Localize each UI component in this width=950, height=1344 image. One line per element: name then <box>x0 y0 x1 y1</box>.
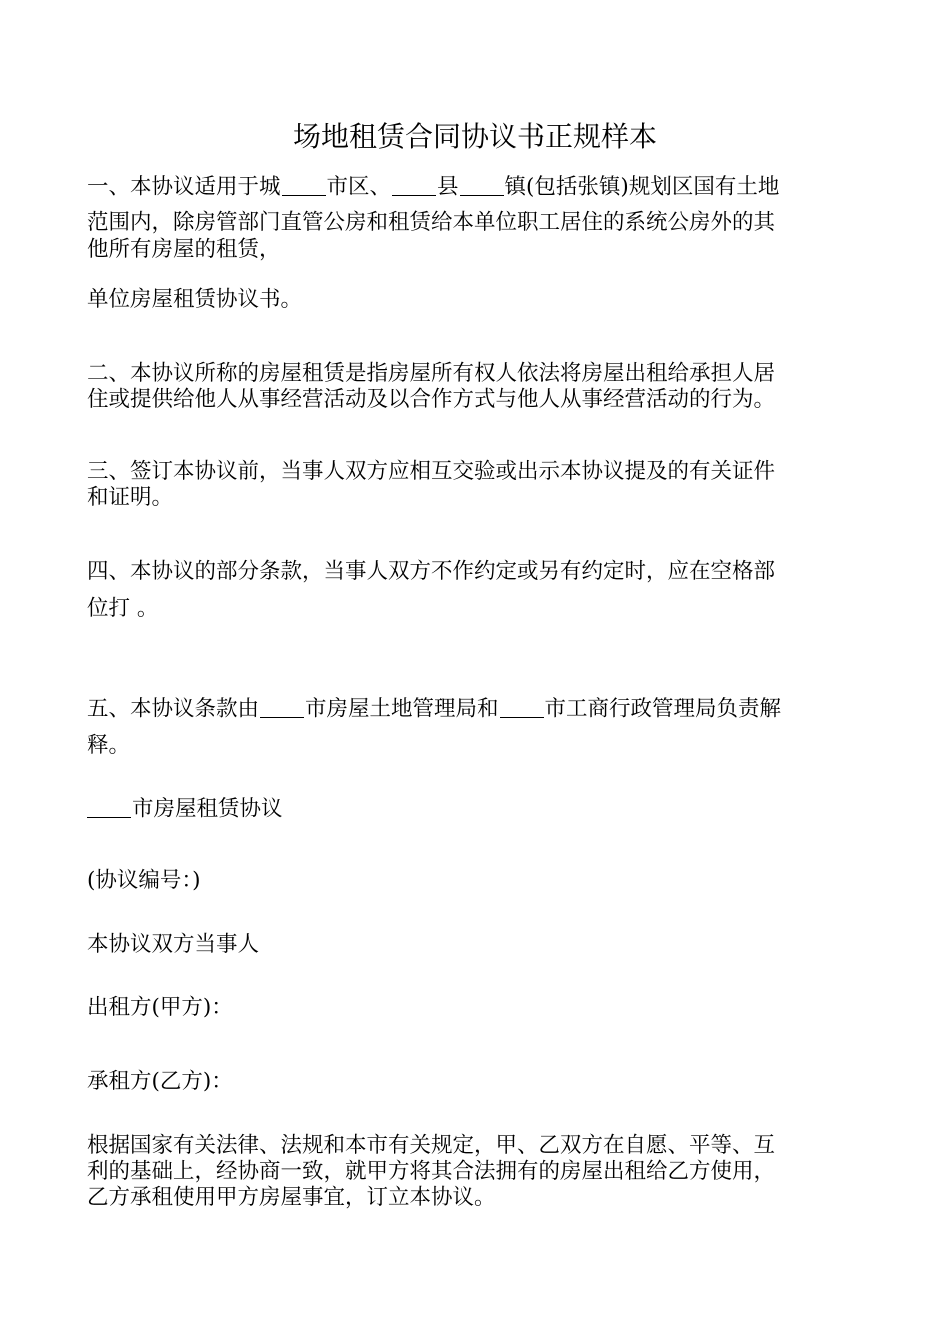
clause-5-line-1 <box>87 692 863 725</box>
clause-3-line-1: 三、签订本协议前，当事人双方应相互交验或出示本协议提及的有关证件 <box>87 459 776 484</box>
clause-1-line-3: 他所有房屋的租赁， <box>87 237 281 262</box>
clause-1-text-c: 县 <box>437 174 459 200</box>
lessor-label: 出租方(甲方)： <box>87 995 233 1020</box>
clause-1-line-2: 范围内，除房管部门直管公房和租赁给本单位职工居住的系统公房外的其 <box>87 210 776 235</box>
closing-line-2: 利的基础上，经协商一致，就甲方将其合法拥有的房屋出租给乙方使用， <box>87 1159 776 1184</box>
closing-line-1: 根据国家有关法律、法规和本市有关规定，甲、乙双方在自愿、平等、互 <box>87 1133 776 1158</box>
closing-line-3: 乙方承租使用甲方房屋事宜，订立本协议。 <box>87 1185 496 1210</box>
clause-1-text-a: 一、本协议适用于城 <box>87 174 281 200</box>
blank-line <box>392 172 436 196</box>
clause-1-text-d: 镇(包括张镇)规划区国有土地 <box>504 174 780 200</box>
lessee-label: 承租方(乙方)： <box>87 1069 233 1094</box>
clause-5-text-b: 市房屋土地管理局和 <box>305 696 499 722</box>
blank-line <box>460 172 504 196</box>
clause-4-line-2: 位打 。 <box>87 596 159 621</box>
clause-1-text-b: 市区、 <box>326 174 392 200</box>
clause-5-text-c: 市工商行政管理局负责解 <box>544 696 782 722</box>
city-agreement-text: 市房屋租赁协议 <box>132 796 283 822</box>
clause-3-line-2: 和证明。 <box>87 485 174 510</box>
agreement-number: (协议编号：) <box>87 868 201 893</box>
clause-2-line-1: 二、本协议所称的房屋租赁是指房屋所有权人依法将房屋出租给承担人居 <box>87 361 776 386</box>
city-agreement-heading <box>87 792 863 825</box>
clause-4-line-1: 四、本协议的部分条款，当事人双方不作约定或另有约定时，应在空格部 <box>87 559 776 584</box>
blank-line <box>87 794 131 818</box>
clause-2-line-2: 住或提供给他人从事经营活动及以合作方式与他人从事经营活动的行为。 <box>87 387 776 412</box>
blank-line <box>500 694 544 718</box>
blank-line <box>282 172 326 196</box>
parties-intro: 本协议双方当事人 <box>87 932 260 957</box>
document-title: 场地租赁合同协议书正规样本 <box>292 120 657 153</box>
clause-5-text-a: 五、本协议条款由 <box>87 696 260 722</box>
clause-1-line-1 <box>87 170 863 203</box>
blank-line <box>260 694 304 718</box>
unit-agreement-line: 单位房屋租赁协议书。 <box>87 287 303 312</box>
clause-5-line-2: 释。 <box>87 733 131 758</box>
